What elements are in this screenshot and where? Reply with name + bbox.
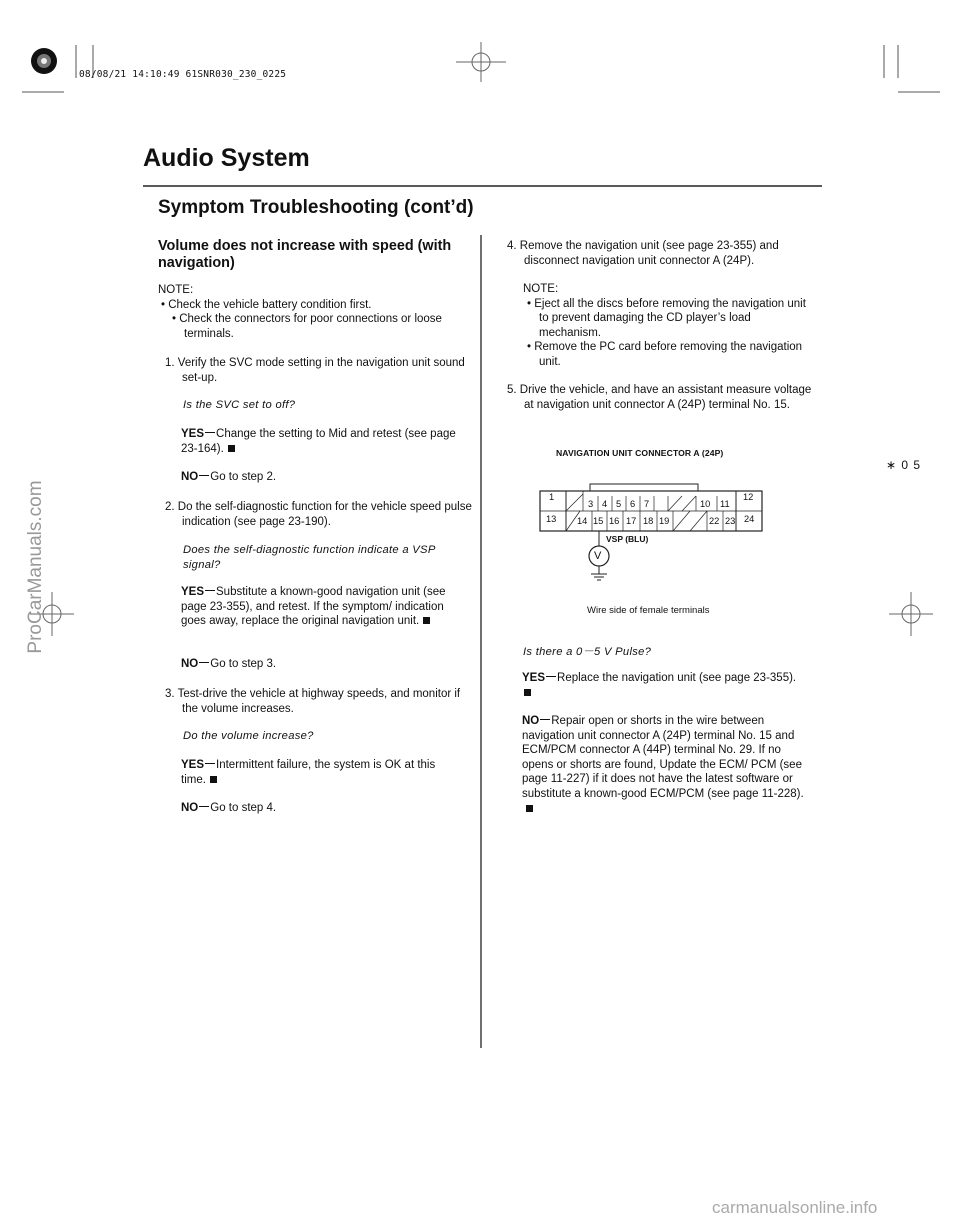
no-1: NO Go to step 2.	[181, 471, 277, 483]
pin-label: 10	[700, 499, 711, 509]
pin-label: 17	[626, 516, 637, 526]
end-square-icon	[228, 445, 235, 452]
pin-label: 18	[643, 516, 654, 526]
pin-labels	[530, 470, 780, 595]
yes-1: YES Change the setting to Mid and retest (see page 23-164).	[181, 428, 456, 455]
revision-mark: ∗ 0 5	[886, 458, 922, 472]
question-3: Do the volume increase?	[183, 730, 314, 742]
pin-label: 24	[744, 514, 755, 524]
question-1: Is the SVC set to off?	[183, 399, 296, 411]
pin-label: 16	[609, 516, 620, 526]
crosshair-icon	[456, 42, 506, 82]
registration-target-icon	[31, 48, 57, 74]
page-title: Audio System	[143, 144, 310, 172]
step-2: 2. Do the self-diagnostic function for the vehicle speed pulse indication (see page 23-190).	[165, 501, 472, 528]
end-square-icon	[524, 689, 531, 696]
crosshair-icon	[889, 592, 933, 636]
pin-label: 14	[577, 516, 588, 526]
pin-label: 11	[720, 499, 730, 509]
watermark-bottom: carmanualsonline.info	[712, 1198, 878, 1217]
no-4: NO Repair open or shorts in the wire between navigation unit connector A (24P) terminal No. 15 and ECM/PCM connector A (44P) terminal No. 29. If no opens or shorts are found, Update the ECM/ PCM (see page 11-227) if it does not have the latest software or substitute a known-good ECM/PCM (see page 11-228).	[522, 714, 812, 816]
section-subtitle: Symptom Troubleshooting (cont’d)	[158, 197, 474, 218]
yes-4: YES Replace the navigation unit (see page 23-355).	[522, 671, 822, 700]
yes-3: YES Intermittent failure, the system is OK at this time.	[181, 759, 436, 786]
pin-label: 19	[659, 516, 670, 526]
step-5: 5. Drive the vehicle, and have an assistant measure voltage at navigation unit connector A (24P) terminal No. 15.	[507, 384, 812, 411]
end-square-icon	[423, 617, 430, 624]
pin-label: 7	[644, 499, 650, 509]
step-1: 1. Verify the SVC mode setting in the navigation unit sound set-up.	[165, 357, 465, 384]
end-square-icon	[210, 776, 217, 783]
connector-title: NAVIGATION UNIT CONNECTOR A (24P)	[556, 448, 724, 458]
pin-label: 3	[588, 499, 594, 509]
pin-label: 23	[725, 516, 736, 526]
meter-label: V	[594, 550, 602, 562]
watermark-left: ProCarManuals.com	[25, 480, 46, 654]
vsp-label: VSP (BLU)	[606, 534, 649, 544]
step-4: 4. Remove the navigation unit (see page 23-355) and disconnect navigation unit connector A (24P).	[507, 240, 779, 267]
step-3: 3. Test-drive the vehicle at highway speeds, and monitor if the volume increases.	[165, 688, 461, 715]
right-note: NOTE: • Eject all the discs before removing the navigation unit to prevent damaging the CD player’s load mechanism. • Remove the PC card before removing the navigation unit.	[523, 283, 806, 368]
end-square-icon	[526, 805, 533, 812]
pin-label: 5	[616, 499, 622, 509]
pin-label: 13	[546, 514, 557, 524]
no-3: NO Go to step 4.	[181, 802, 277, 814]
question-2: Does the self-diagnostic function indicate a VSP signal?	[183, 544, 436, 571]
yes-2: YES Substitute a known-good navigation unit (see page 23-355), and retest. If the symptom/ indication goes away, replace the original navigation unit.	[181, 586, 446, 628]
question-4: Is there a 0－5 V Pulse?	[523, 646, 652, 658]
symptom-heading: Volume does not increase with speed (with navigation)	[158, 238, 452, 271]
pin-label: 4	[602, 499, 608, 509]
wire-side-caption: Wire side of female terminals	[587, 605, 710, 616]
pin-label: 22	[709, 516, 720, 526]
pin-label: 1	[549, 492, 555, 502]
print-stamp: 08/08/21 14:10:49 61SNR030_230_0225	[79, 69, 287, 80]
pin-label: 15	[593, 516, 604, 526]
left-note: NOTE: • Check the vehicle battery condition first. • Check the connectors for poor connections or loose terminals.	[158, 284, 442, 340]
pin-label: 6	[630, 499, 636, 509]
no-2: NO Go to step 3.	[181, 658, 277, 670]
pin-label: 12	[743, 492, 754, 502]
